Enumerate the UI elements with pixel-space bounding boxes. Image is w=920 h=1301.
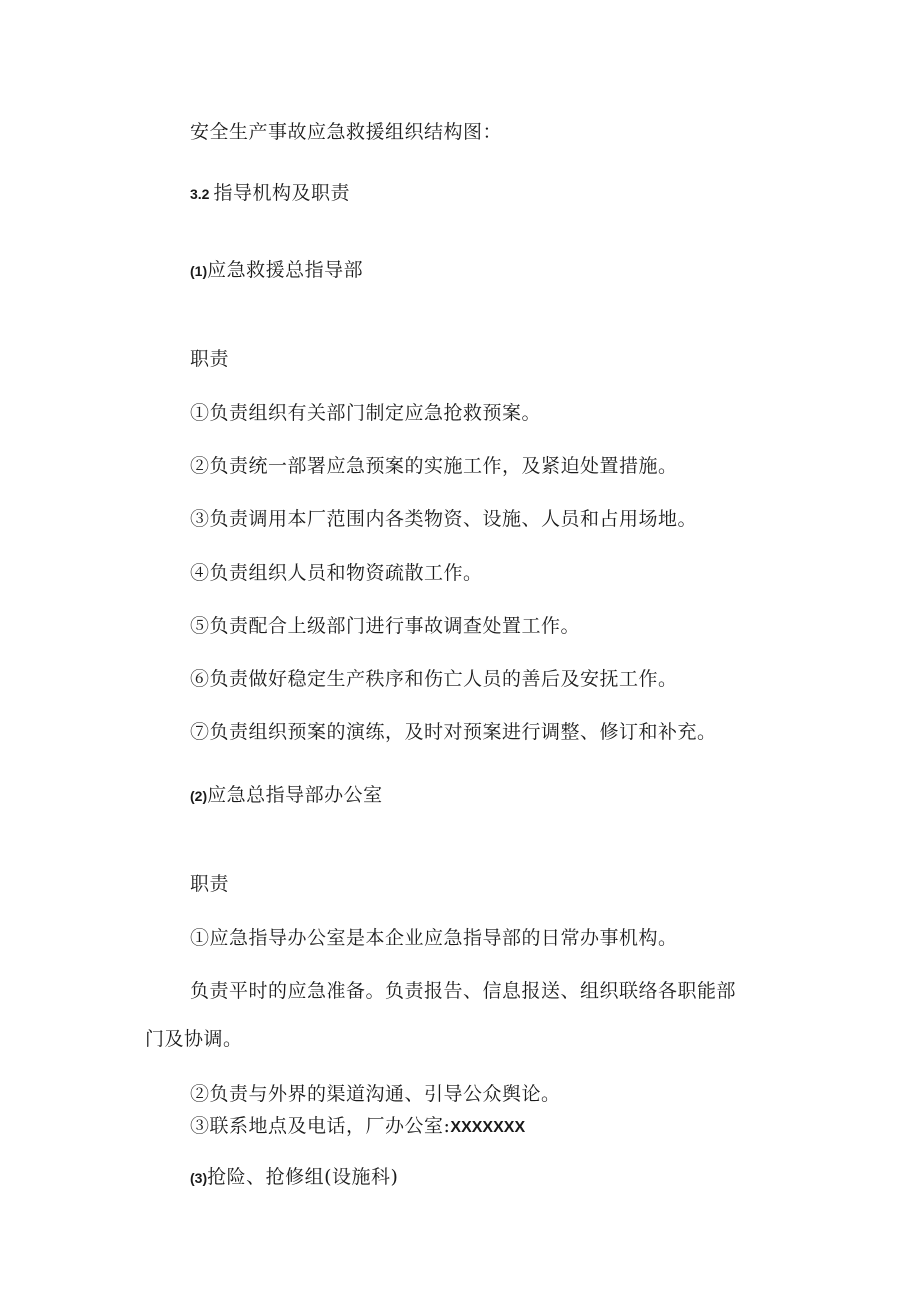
unit1-duty-7: ⑦负责组织预案的演练，及时对预案进行调整、修订和补充。 bbox=[190, 721, 717, 743]
unit1-duty-item bbox=[190, 614, 580, 638]
unit1-number: (1) bbox=[190, 263, 208, 279]
unit2-paragraph-text-2: 门及协调。 bbox=[145, 1028, 243, 1050]
unit1-duty-4: ④负责组织人员和物资疏散工作。 bbox=[190, 562, 483, 584]
unit1-duty-heading-text: 职责 bbox=[190, 348, 230, 370]
unit3-number: (3) bbox=[190, 1170, 208, 1186]
unit2-duty-item bbox=[190, 926, 678, 950]
unit2-duty-1: ①应急指导办公室是本企业应急指导部的日常办事机构。 bbox=[190, 927, 678, 949]
unit2-heading bbox=[190, 783, 383, 808]
unit1-duty-item bbox=[190, 454, 678, 478]
unit1-title: 应急救援总指导部 bbox=[207, 259, 364, 281]
unit1-duty-item bbox=[190, 561, 483, 585]
unit1-heading bbox=[190, 258, 363, 283]
unit1-duty-3: ③负责调用本厂范围内各类物资、设施、人员和占用场地。 bbox=[190, 508, 698, 530]
section-title: 指导机构及职责 bbox=[213, 182, 350, 204]
unit2-paragraph-line-2 bbox=[145, 1027, 243, 1051]
unit2-number: (2) bbox=[190, 788, 208, 804]
intro-line bbox=[190, 120, 502, 144]
unit2-paragraph-line-1 bbox=[190, 979, 736, 1003]
intro-text: 安全生产事故应急救援组织结构图： bbox=[190, 121, 503, 143]
unit1-duty-5: ⑤负责配合上级部门进行事故调查处置工作。 bbox=[190, 615, 581, 637]
unit2-duty-heading bbox=[190, 872, 229, 896]
unit1-duty-item bbox=[190, 720, 717, 744]
unit1-duty-6: ⑥负责做好稳定生产秩序和伤亡人员的善后及安抚工作。 bbox=[190, 668, 678, 690]
unit3-heading bbox=[190, 1165, 398, 1190]
unit2-duty-2: ②负责与外界的渠道沟通、引导公众舆论。 bbox=[190, 1083, 561, 1105]
unit1-duty-heading bbox=[190, 347, 229, 371]
unit1-duty-1: ①负责组织有关部门制定应急抢救预案。 bbox=[190, 402, 542, 424]
unit2-duty-3-value: XXXXXXX bbox=[450, 1119, 526, 1136]
unit2-duty-3-label: ③联系地点及电话，厂办公室: bbox=[190, 1115, 451, 1137]
unit1-duty-item bbox=[190, 507, 697, 531]
unit2-duty-item bbox=[190, 1114, 525, 1140]
unit2-title: 应急总指导部办公室 bbox=[207, 784, 383, 806]
unit1-duty-2: ②负责统一部署应急预案的实施工作，及紧迫处置措施。 bbox=[190, 455, 678, 477]
unit3-title: 抢险、抢修组(设施科) bbox=[207, 1166, 399, 1188]
unit2-duty-heading-text: 职责 bbox=[190, 873, 230, 895]
unit2-paragraph-text-1: 负责平时的应急准备。负责报告、信息报送、组织联络各职能部 bbox=[190, 980, 737, 1002]
unit1-duty-item bbox=[190, 667, 678, 691]
unit1-duty-item bbox=[190, 401, 541, 425]
unit2-duty-item bbox=[190, 1082, 561, 1106]
section-number: 3.2 bbox=[190, 186, 210, 202]
section-heading bbox=[190, 181, 350, 206]
